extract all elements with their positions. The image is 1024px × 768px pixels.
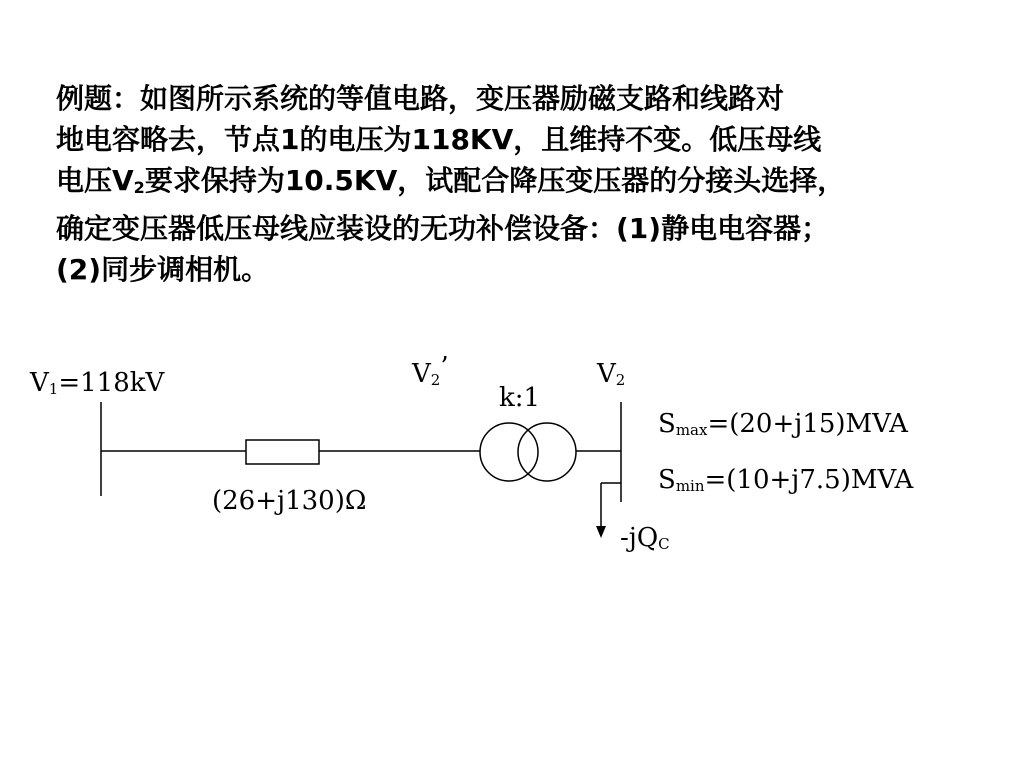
problem-line-3-subscript: 2 <box>133 178 145 197</box>
smax-label: Smax=(20+j15)MVA <box>658 409 908 439</box>
problem-line-2: 地电容略去，节点1的电压为118KV，且维持不变。低压母线 <box>56 123 822 156</box>
impedance-label: (26+j130)Ω <box>212 486 367 516</box>
compensation-label: -jQC <box>620 523 670 553</box>
v2-prime-label: V2’ <box>412 352 449 389</box>
problem-line-3-end: 要求保持为10.5KV，试配合降压变压器的分接头选择， <box>144 164 846 197</box>
transformer-primary-winding <box>480 423 538 481</box>
v1-label: V1=118kV <box>30 368 165 398</box>
compensation-arrow-icon <box>596 526 606 538</box>
problem-line-4: 确定变压器低压母线应装设的无功补偿设备：(1)静电电容器； <box>56 212 830 245</box>
problem-line-5: (2)同步调相机。 <box>56 253 270 286</box>
transformer-ratio-label: k:1 <box>499 383 541 413</box>
smin-label: Smin=(10+j7.5)MVA <box>658 465 914 495</box>
impedance-element <box>246 440 319 464</box>
problem-line-1: 例题：如图所示系统的等值电路，变压器励磁支路和线路对 <box>56 82 785 115</box>
problem-line-3-start: 电压V <box>56 164 134 197</box>
v2-label: V2 <box>597 359 626 389</box>
transformer-secondary-winding <box>518 423 576 481</box>
